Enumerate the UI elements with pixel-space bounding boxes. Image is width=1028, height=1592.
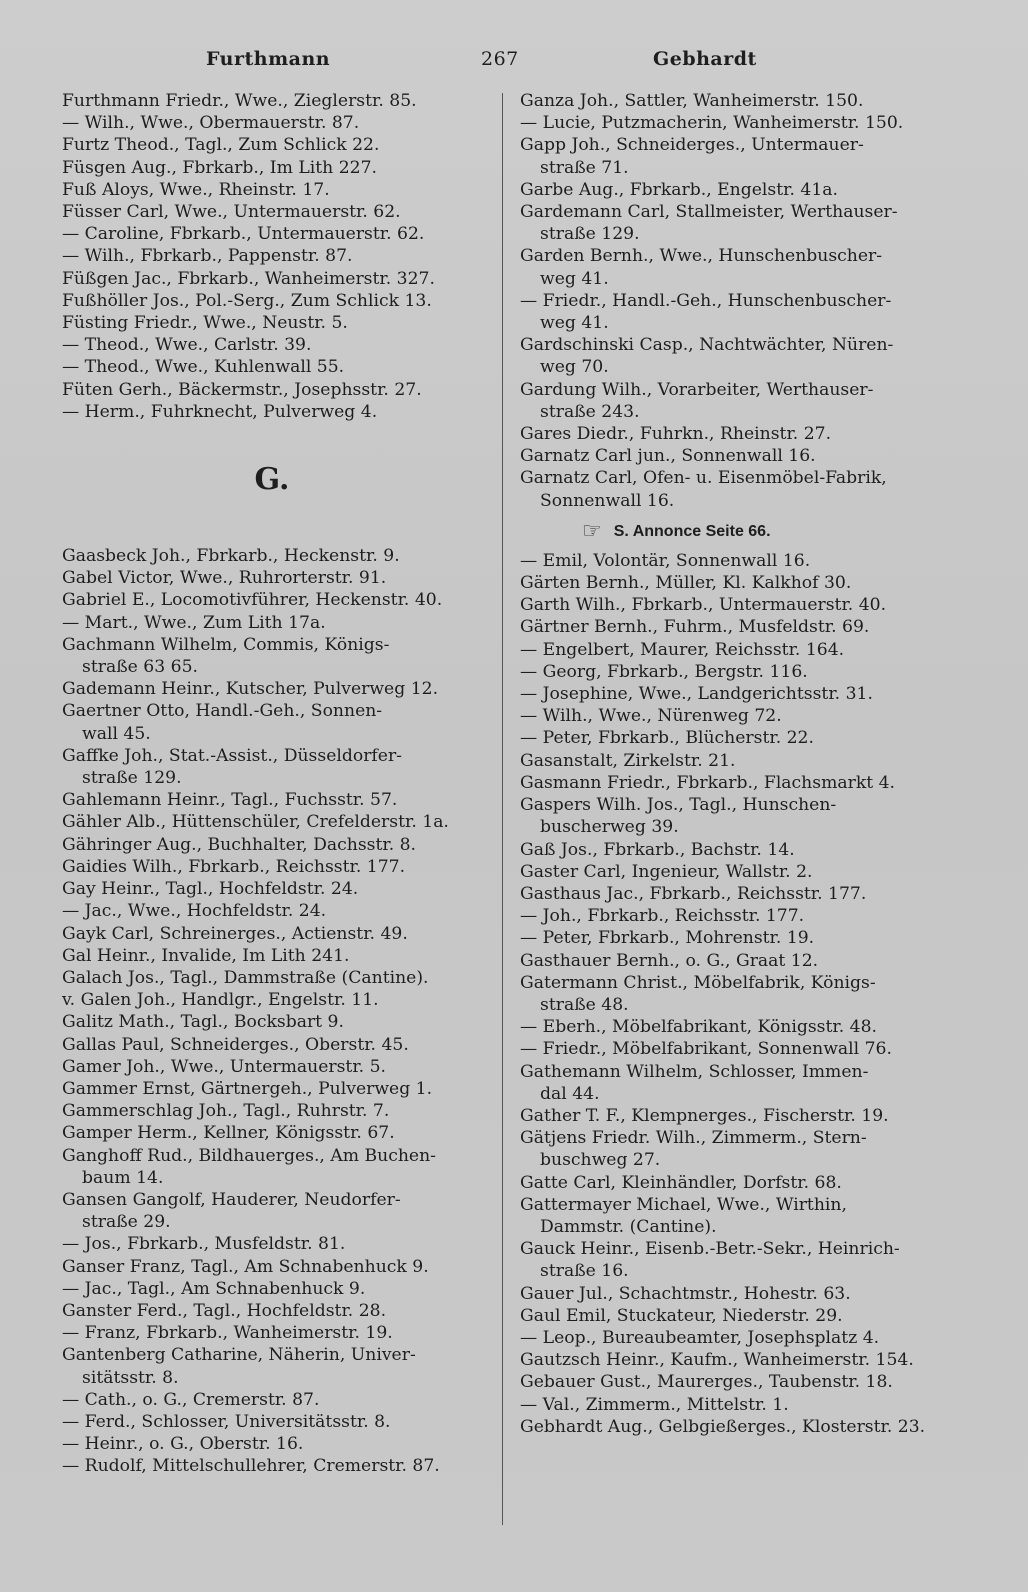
- entry-text: Füsgen Aug., Fbrkarb., Im Lith 227.: [62, 157, 377, 178]
- entry-text: — Friedr., Möbelfabrikant, Sonnenwall 76.: [520, 1039, 892, 1060]
- directory-entry: [520, 90, 940, 112]
- directory-entry: [520, 1394, 940, 1416]
- entry-text: Gasmann Friedr., Fbrkarb., Flachsmarkt 4.: [520, 772, 896, 793]
- entry-continuation: weg 70.: [540, 357, 609, 378]
- directory-entry: [520, 639, 940, 661]
- entry-text: Gaß Jos., Fbrkarb., Bachstr. 14.: [520, 839, 795, 860]
- entry-text: — Wilh., Wwe., Obermauerstr. 87.: [62, 113, 360, 134]
- entry-continuation: sitätsstr. 8.: [82, 1367, 179, 1388]
- entry-continuation: straße 16.: [540, 1261, 629, 1282]
- entry-text: Ganser Franz, Tagl., Am Schnabenhuck 9.: [62, 1256, 429, 1277]
- entry-text: — Jac., Tagl., Am Schnabenhuck 9.: [62, 1278, 366, 1299]
- column-divider: [502, 93, 503, 1525]
- entry-continuation: dal 44.: [540, 1083, 600, 1104]
- entry-text: Füsting Friedr., Wwe., Neustr. 5.: [62, 313, 348, 334]
- directory-entry: [62, 157, 482, 179]
- directory-entry: [62, 201, 482, 223]
- directory-entry: [520, 290, 940, 334]
- directory-entry: [62, 268, 482, 290]
- entry-text: Ganster Ferd., Tagl., Hochfeldstr. 28.: [62, 1300, 387, 1321]
- section-letter: G.: [254, 462, 290, 498]
- entry-text: — Heinr., o. G., Oberstr. 16.: [62, 1434, 304, 1455]
- directory-entry: [62, 545, 482, 567]
- entry-text: Gebhardt Aug., Gelbgießerges., Klosterstr. 23.: [520, 1416, 926, 1437]
- directory-entry: [520, 423, 940, 445]
- entry-text: — Herm., Fuhrknecht, Pulverweg 4.: [62, 401, 378, 422]
- directory-entry: [62, 1256, 482, 1278]
- entry-continuation: straße 71.: [540, 157, 629, 178]
- entry-text: Gayk Carl, Schreinerges., Actienstr. 49.: [62, 923, 408, 944]
- directory-entry: [520, 705, 940, 727]
- header-right-keyword: Gebhardt: [653, 48, 757, 70]
- entry-text: Gattermayer Michael, Wwe., Wirthin,: [520, 1194, 847, 1215]
- entry-text: Gather T. F., Klempnerges., Fischerstr. 19.: [520, 1105, 889, 1126]
- entry-text: — Caroline, Fbrkarb., Untermauerstr. 62.: [62, 224, 425, 245]
- entry-text: Gätjens Friedr. Wilh., Zimmerm., Stern-: [520, 1128, 867, 1149]
- directory-entry: [62, 223, 482, 245]
- directory-entry: [520, 905, 940, 927]
- directory-entry: [520, 334, 940, 378]
- entry-continuation: straße 129.: [540, 224, 640, 245]
- entry-text: Galach Jos., Tagl., Dammstraße (Cantine).: [62, 967, 429, 988]
- entry-text: Gasthaus Jac., Fbrkarb., Reichsstr. 177.: [520, 883, 867, 904]
- directory-entry: [62, 945, 482, 967]
- directory-entry: [62, 989, 482, 1011]
- directory-entry: [520, 379, 940, 423]
- directory-entry: [62, 1278, 482, 1300]
- directory-entry: [520, 1305, 940, 1327]
- directory-entry: [62, 1078, 482, 1100]
- entry-text: Füten Gerh., Bäckermstr., Josephsstr. 27.: [62, 379, 422, 400]
- entry-text: Gauck Heinr., Eisenb.-Betr.-Sekr., Heinrich-: [520, 1239, 900, 1260]
- directory-entry: [62, 900, 482, 922]
- directory-entry: [520, 134, 940, 178]
- entry-text: — Theod., Wwe., Carlstr. 39.: [62, 335, 312, 356]
- directory-entry: [62, 1233, 482, 1255]
- entry-text: Gallas Paul, Schneiderges., Oberstr. 45.: [62, 1034, 409, 1055]
- entry-text: Galitz Math., Tagl., Bocksbart 9.: [62, 1012, 344, 1033]
- entry-text: Furthmann Friedr., Wwe., Zieglerstr. 85.: [62, 91, 417, 111]
- directory-entry: [62, 1056, 482, 1078]
- entry-text: Garden Bernh., Wwe., Hunschenbuscher-: [520, 246, 883, 267]
- entry-text: Gardschinski Casp., Nachtwächter, Nüren-: [520, 335, 894, 356]
- directory-entry: [520, 1327, 940, 1349]
- entry-text: Gaertner Otto, Handl.-Geh., Sonnen-: [62, 701, 383, 722]
- directory-entry: [62, 245, 482, 267]
- entry-text: Gaasbeck Joh., Fbrkarb., Heckenstr. 9.: [62, 546, 400, 567]
- entry-text: Fußhöller Jos., Pol.-Serg., Zum Schlick 13.: [62, 290, 432, 311]
- directory-entry: [520, 572, 940, 594]
- entry-continuation: wall 45.: [82, 723, 151, 744]
- entry-continuation: weg 41.: [540, 313, 609, 334]
- entry-text: Gantenberg Catharine, Näherin, Univer-: [62, 1345, 416, 1366]
- entry-text: Gardung Wilh., Vorarbeiter, Werthauser-: [520, 379, 874, 400]
- entry-continuation: straße 63 65.: [82, 657, 198, 678]
- entry-continuation: buschweg 27.: [540, 1150, 661, 1171]
- entry-text: Gal Heinr., Invalide, Im Lith 241.: [62, 945, 350, 966]
- directory-entry: [520, 683, 940, 705]
- entry-text: — Val., Zimmerm., Mittelstr. 1.: [520, 1394, 789, 1415]
- directory-entry: [62, 290, 482, 312]
- entry-text: — Theod., Wwe., Kuhlenwall 55.: [62, 357, 345, 378]
- directory-entry: [520, 661, 940, 683]
- entry-continuation: straße 48.: [540, 994, 629, 1015]
- annonce-reference: [582, 518, 940, 544]
- directory-entry: [62, 834, 482, 856]
- directory-entry: [62, 612, 482, 634]
- entry-text: — Georg, Fbrkarb., Bergstr. 116.: [520, 661, 808, 682]
- entry-text: Füßgen Jac., Fbrkarb., Wanheimerstr. 327.: [62, 268, 435, 289]
- entry-text: — Eberh., Möbelfabrikant, Königsstr. 48.: [520, 1017, 877, 1038]
- directory-entry: [62, 967, 482, 989]
- entry-text: — Wilh., Wwe., Nürenweg 72.: [520, 706, 782, 727]
- entry-text: Gärten Bernh., Müller, Kl. Kalkhof 30.: [520, 573, 852, 594]
- directory-entry: [520, 1371, 940, 1393]
- directory-entry: [62, 878, 482, 900]
- entry-text: Gathemann Wilhelm, Schlosser, Immen-: [520, 1061, 869, 1082]
- entry-text: Füsser Carl, Wwe., Untermauerstr. 62.: [62, 202, 401, 223]
- directory-entry: [62, 1145, 482, 1189]
- page-number: 267: [481, 48, 519, 70]
- entry-text: Gademann Heinr., Kutscher, Pulverweg 12.: [62, 679, 439, 700]
- entry-text: Gansen Gangolf, Hauderer, Neudorfer-: [62, 1189, 401, 1210]
- entry-continuation: baum 14.: [82, 1167, 164, 1188]
- entry-text: Gamer Joh., Wwe., Untermauerstr. 5.: [62, 1056, 386, 1077]
- entry-text: — Peter, Fbrkarb., Mohrenstr. 19.: [520, 928, 815, 949]
- entry-text: Furtz Theod., Tagl., Zum Schlick 22.: [62, 135, 380, 156]
- directory-entry: [62, 90, 482, 112]
- entry-text: Garnatz Carl jun., Sonnenwall 16.: [520, 446, 816, 467]
- directory-entry: [520, 861, 940, 883]
- directory-entry: [62, 379, 482, 401]
- directory-entry: [520, 794, 940, 838]
- entry-text: Gammerschlag Joh., Tagl., Ruhrstr. 7.: [62, 1101, 390, 1122]
- directory-entry: [62, 678, 482, 700]
- directory-entry: [520, 1016, 940, 1038]
- entry-continuation: Dammstr. (Cantine).: [540, 1216, 717, 1237]
- entry-text: Gatte Carl, Kleinhändler, Dorfstr. 68.: [520, 1172, 842, 1193]
- directory-entry: [520, 1105, 940, 1127]
- entry-text: Gaffke Joh., Stat.-Assist., Düsseldorfer-: [62, 745, 402, 766]
- entry-text: Gebauer Gust., Maurerges., Taubenstr. 18.: [520, 1372, 893, 1393]
- directory-entry: [62, 789, 482, 811]
- directory-entry: [520, 594, 940, 616]
- entry-text: Gaidies Wilh., Fbrkarb., Reichsstr. 177.: [62, 856, 406, 877]
- entry-text: — Jac., Wwe., Hochfeldstr. 24.: [62, 901, 327, 922]
- entry-continuation: buscherweg 39.: [540, 817, 679, 838]
- directory-entry: [520, 201, 940, 245]
- entry-text: — Emil, Volontär, Sonnenwall 16.: [520, 550, 811, 571]
- directory-entry: [520, 1238, 940, 1282]
- entry-text: Gatermann Christ., Möbelfabrik, Königs-: [520, 972, 876, 993]
- entry-text: — Leop., Bureaubeamter, Josephsplatz 4.: [520, 1327, 880, 1348]
- entry-text: Gasthauer Bernh., o. G., Graat 12.: [520, 950, 819, 971]
- directory-entry: [62, 1122, 482, 1144]
- entry-text: Gardemann Carl, Stallmeister, Werthauser-: [520, 202, 898, 223]
- entry-continuation: Sonnenwall 16.: [540, 490, 675, 511]
- entry-text: Gaster Carl, Ingenieur, Wallstr. 2.: [520, 861, 813, 882]
- directory-entry: [62, 401, 482, 423]
- entry-text: Gabel Victor, Wwe., Ruhrorterstr. 91.: [62, 568, 387, 589]
- directory-entry: [520, 179, 940, 201]
- directory-entry: [520, 550, 940, 572]
- entry-continuation: weg 41.: [540, 268, 609, 289]
- entry-text: — Mart., Wwe., Zum Lith 17a.: [62, 612, 326, 633]
- entry-text: — Franz, Fbrkarb., Wanheimerstr. 19.: [62, 1323, 393, 1344]
- directory-entry: [520, 1283, 940, 1305]
- directory-entry: [520, 1349, 940, 1371]
- entry-text: Gähringer Aug., Buchhalter, Dachsstr. 8.: [62, 834, 417, 855]
- page-header: [60, 40, 960, 74]
- entry-continuation: straße 29.: [82, 1212, 171, 1233]
- right-column: [520, 90, 940, 1438]
- directory-entry: [520, 1038, 940, 1060]
- entry-text: — Wilh., Fbrkarb., Pappenstr. 87.: [62, 246, 353, 267]
- directory-entry: [62, 312, 482, 334]
- directory-entry: [520, 1194, 940, 1238]
- header-left-keyword: Furthmann: [206, 48, 331, 70]
- entry-text: — Ferd., Schlosser, Universitätsstr. 8.: [62, 1411, 391, 1432]
- entry-text: — Cath., o. G., Cremerstr. 87.: [62, 1389, 320, 1410]
- directory-entry: [520, 1061, 940, 1105]
- directory-entry: [62, 1411, 482, 1433]
- entry-text: — Friedr., Handl.-Geh., Hunschenbuscher-: [520, 290, 892, 311]
- directory-entry: [62, 1100, 482, 1122]
- directory-entry: [62, 1455, 482, 1477]
- directory-entry: [520, 950, 940, 972]
- entry-text: — Peter, Fbrkarb., Blücherstr. 22.: [520, 728, 814, 749]
- directory-entry: [62, 589, 482, 611]
- directory-entry: [62, 1389, 482, 1411]
- entry-text: Gahlemann Heinr., Tagl., Fuchsstr. 57.: [62, 790, 398, 811]
- directory-entry: [520, 750, 940, 772]
- directory-entry: [520, 927, 940, 949]
- entry-text: Gammer Ernst, Gärtnergeh., Pulverweg 1.: [62, 1078, 433, 1099]
- entry-text: Gares Diedr., Fuhrkn., Rheinstr. 27.: [520, 424, 832, 445]
- directory-entry: [62, 112, 482, 134]
- directory-entry: [62, 811, 482, 833]
- directory-entry: [62, 923, 482, 945]
- directory-entry: [520, 245, 940, 289]
- entry-text: Gapp Joh., Schneiderges., Untermauer-: [520, 135, 864, 156]
- entry-text: Gaul Emil, Stuckateur, Niederstr. 29.: [520, 1305, 843, 1326]
- entry-text: Gauer Jul., Schachtmstr., Hohestr. 63.: [520, 1283, 851, 1304]
- directory-entry: [520, 839, 940, 861]
- directory-entry: [62, 1034, 482, 1056]
- entry-text: Fuß Aloys, Wwe., Rheinstr. 17.: [62, 179, 330, 200]
- directory-entry: [520, 467, 940, 511]
- entry-text: Gähler Alb., Hüttenschüler, Crefelderstr. 1a.: [62, 812, 449, 833]
- entry-text: — Joh., Fbrkarb., Reichsstr. 177.: [520, 906, 805, 927]
- entry-text: — Lucie, Putzmacherin, Wanheimerstr. 150.: [520, 113, 904, 134]
- directory-entry: [62, 1344, 482, 1388]
- entry-text: — Jos., Fbrkarb., Musfeldstr. 81.: [62, 1234, 346, 1255]
- directory-entry: [62, 1322, 482, 1344]
- directory-entry: [520, 972, 940, 1016]
- directory-entry: [62, 745, 482, 789]
- entry-text: Garnatz Carl, Ofen- u. Eisenmöbel-Fabrik,: [520, 468, 887, 489]
- entry-text: Ganza Joh., Sattler, Wanheimerstr. 150.: [520, 91, 864, 111]
- pointing-hand-icon: ☞: [582, 517, 602, 543]
- directory-entry: [62, 1189, 482, 1233]
- entry-text: Gautzsch Heinr., Kaufm., Wanheimerstr. 154.: [520, 1350, 914, 1371]
- entry-text: — Josephine, Wwe., Landgerichtsstr. 31.: [520, 684, 873, 705]
- entry-text: Gamper Herm., Kellner, Königsstr. 67.: [62, 1123, 395, 1144]
- entry-text: Garbe Aug., Fbrkarb., Engelstr. 41a.: [520, 179, 838, 200]
- entry-text: Gaspers Wilh. Jos., Tagl., Hunschen-: [520, 795, 837, 816]
- directory-entry: [520, 883, 940, 905]
- directory-entry: [520, 112, 940, 134]
- entry-continuation: straße 243.: [540, 401, 640, 422]
- annonce-text: S. Annonce Seite 66.: [613, 522, 771, 540]
- entry-text: Gasanstalt, Zirkelstr. 21.: [520, 750, 736, 771]
- directory-entry: [62, 856, 482, 878]
- directory-entry: [62, 1433, 482, 1455]
- directory-entry: [62, 567, 482, 589]
- directory-entry: [62, 634, 482, 678]
- directory-entry: [62, 334, 482, 356]
- left-column: [62, 90, 482, 1478]
- entry-text: — Rudolf, Mittelschullehrer, Cremerstr. 87.: [62, 1456, 440, 1477]
- directory-entry: [62, 1300, 482, 1322]
- directory-entry: [520, 445, 940, 467]
- entry-text: Gachmann Wilhelm, Commis, Königs-: [62, 634, 390, 655]
- entry-text: Ganghoff Rud., Bildhauerges., Am Buchen-: [62, 1145, 436, 1166]
- directory-entry: [62, 179, 482, 201]
- directory-entry: [62, 356, 482, 378]
- directory-entry: [520, 727, 940, 749]
- entry-text: Gabriel E., Locomotivführer, Heckenstr. 40.: [62, 590, 443, 611]
- directory-entry: [520, 772, 940, 794]
- entry-text: v. Galen Joh., Handlgr., Engelstr. 11.: [62, 990, 379, 1011]
- entry-continuation: straße 129.: [82, 768, 182, 789]
- entry-text: Gärtner Bernh., Fuhrm., Musfeldstr. 69.: [520, 617, 870, 638]
- directory-entry: [520, 1416, 940, 1438]
- directory-entry: [520, 1127, 940, 1171]
- directory-entry: [62, 700, 482, 744]
- directory-entry: [520, 1172, 940, 1194]
- directory-entry: [520, 616, 940, 638]
- entry-text: Gay Heinr., Tagl., Hochfeldstr. 24.: [62, 879, 359, 900]
- directory-entry: [62, 1011, 482, 1033]
- entry-text: — Engelbert, Maurer, Reichsstr. 164.: [520, 639, 845, 660]
- entry-text: Garth Wilh., Fbrkarb., Untermauerstr. 40.: [520, 595, 887, 616]
- directory-entry: [62, 134, 482, 156]
